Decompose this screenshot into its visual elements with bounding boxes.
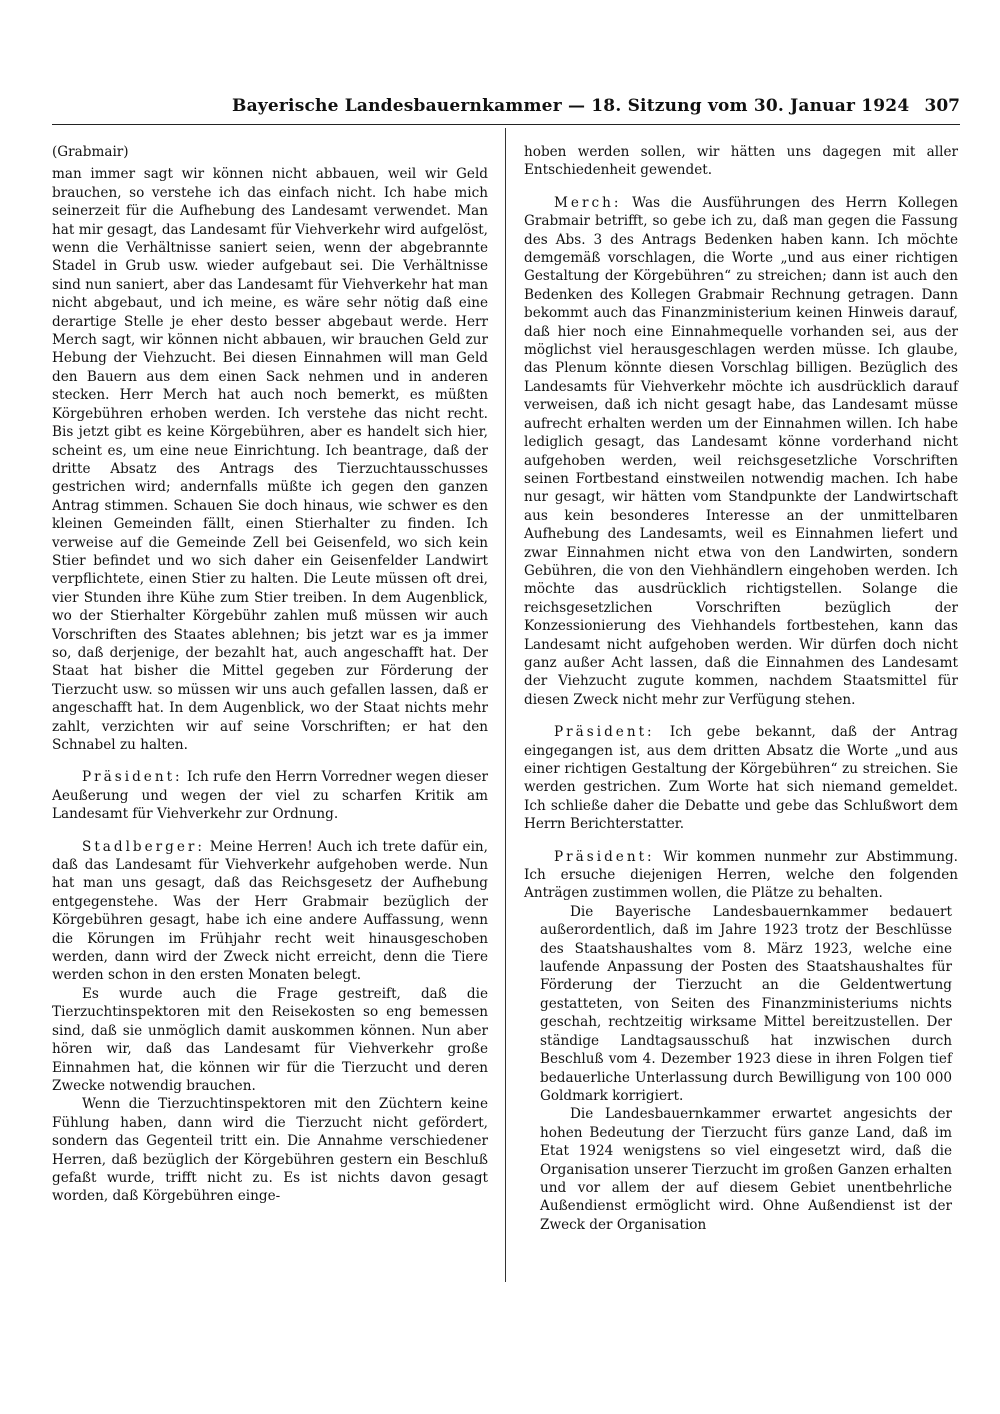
resolution-paragraph: Die Bayerische Landesbauernkammer bedauert außerordentlich, daß im Jahre 1923 trotz der Beschlüsse des Staatshaushaltes vom 8. März 1923, welche eine laufende Anpassung der Posten des Staatshaushaltes für Förderung der Tierzucht an die Geldentwertung gestatteten, von Seiten des Finanzministeriums nichts geschah, rechtzeitig wirksame Mittel bereitzustellen. Der ständige Landtagsausschuß hat inzwischen durch Beschluß vom 4. Dezember 1923 diese in ihren Folgen tief bedauerliche Unterlassung durch Bewilligung von 100 000 Goldmark korrigiert.: [540, 903, 952, 1104]
running-title: Bayerische Landesbauernkammer — 18. Sitzung vom 30. Januar 1924: [232, 96, 910, 116]
resolution-paragraph: Die Landesbauernkammer erwartet angesichts der hohen Bedeutung der Tierzucht fürs ganze Land, daß im Etat 1924 wenigstens so viel eingesetzt wird, daß die Organisation unserer Tierzucht im großen Ganzen erhalten und vor allem der auf diesem Gebiet unentbehrliche Außendienst ermöglicht wird. Ohne Außendienst ist der Zweck der Organisation: [540, 1106, 952, 1233]
header-rule: [52, 124, 960, 125]
resolution-text: [524, 903, 958, 1234]
paragraph-text: Was die Ausführungen des Herrn Kollegen Grabmair betrifft, so gebe ich zu, daß man gegen die Fassung des Abs. 3 des Antrags Bedenken haben kann. Ich möchte demgemäß vorschlagen, die Worte „und aus einer richtigen Gestaltung der Körgebühren“ zu streichen; dann ist auch den Bedenken des Kollegen Grabmair Rechnung getragen. Dann bekommt auch das Finanzministerium keinen Hinweis darauf, daß hier noch eine Einnahmequelle vorhanden sei, aus der möglichst viel herausgeschlagen werden müsse. Ich glaube, das Plenum könnte diesen Vorschlag billigen. Bezüglich des Landesamts für Viehverkehr möchte ich ausdrücklich darauf verweisen, daß ich nicht gesagt habe, das Landesamt müsse aufrecht erhalten werden um der Einnahmen willen. Ich habe lediglich gesagt, das Landesamt könne vorderhand nicht aufgehoben werden, weil reichsgesetzliche Vorschriften seinen Fortbestand einstweilen notwendig machen. Ich habe nur gesagt, wir hätten vom Standpunkte der Landwirtschaft aus kein besonderes Interesse an der unmittelbaren Aufhebung des Landesamts, weil es Einnahmen liefert und zwar Einnahmen nicht etwa von den Landwirten, sondern Gebühren, die von den Viehhändlern eingehoben werden. Ich möchte das ausdrücklich richtigstellen. Solange die reichsgesetzlichen Vorschriften bezüglich der Konzessionierung des Viehhandels fortbestehen, kann das Landesamt nicht aufgehoben werden. Wir dürfen doch nicht ganz außer Acht lassen, daß die Einnahmen des Landesamt der Viehzucht zugute kommen, nachdem Staatsmittel für diesen Zweck nicht mehr zur Verfügung stehen.: [524, 194, 959, 708]
speaker-label: Präsident:: [554, 848, 655, 865]
right-column: [524, 143, 958, 1234]
paragraph-text: Wir kommen nunmehr zur Abstimmung. Ich ersuche diejenigen Herren, welche den folgenden Anträgen zustimmen wollen, die Plätze zu behalten.: [524, 848, 958, 902]
paragraph: [52, 838, 488, 985]
paragraph-text: Ich gebe bekannt, daß der Antrag eingegangen ist, aus dem dritten Absatz die Worte „und aus einer richtigen Gestaltung der Körgebühren“ zu streichen. Sie werden gestrichen. Zum Worte hat sich niemand gemeldet. Ich schließe daher die Debatte und gebe das Schlußwort dem Herrn Berichterstatter.: [524, 724, 958, 833]
speaker-label: Stadlberger:: [82, 838, 205, 855]
page-number: 307: [924, 96, 960, 116]
paragraph: Wenn die Tierzuchtinspektoren mit den Züchtern keine Fühlung haben, dann wird die Tierzucht nicht gefördert, sondern das Gegenteil tritt ein. Die Annahme verschiedener Herren, daß bezüglich der Körgebühren gestern ein Beschluß gefaßt wurde, trifft nicht zu. Es ist nichts davon gesagt worden, daß Körgebühren einge-: [52, 1096, 488, 1205]
paragraph: man immer sagt wir können nicht abbauen, weil wir Geld brauchen, so verstehe ich das einfach nicht. Ich habe mich seinerzeit für die Aufhebung des Landesamt verwendet. Man hat mir gesagt, das Landesamt für Viehverkehr wird aufgelöst, wenn die Verhältnisse saniert seien, wenn der abgebrannte Stadel in Grub usw. wieder aufgebaut sei. Die Verhältnisse sind nun saniert, aber das Landesamt für Viehverkehr hat man nicht abgebaut, und ich meine, es wäre sehr nötig daß eine derartige Stelle je eher desto besser abgebaut werde. Herr Merch sagt, wir können nicht abbauen, wir brauchen Geld zur Hebung der Viehzucht. Bei diesen Einnahmen will man Geld den Bauern aus dem einen Sack nehmen und in anderen stecken. Herr Merch hat auch noch bemerkt, es müßten Körgebühren erhoben werden. Ich verstehe das nicht recht. Bis jetzt gibt es keine Körgebühren, aber es handelt sich hier, scheint es, um eine neue Einrichtung. Ich beantrage, daß der dritte Absatz des Antrags des Tierzuchtausschusses gestrichen wird; andernfalls müßte ich gegen den ganzen Antrag stimmen. Schauen Sie doch hinaus, wie schwer es den kleinen Gemeinden fällt, einen Stierhalter zu finden. Ich verweise auf die Gemeinde Zell bei Geisenfeld, wo sich kein Stier befindet und wo sich daher ein Geisenfelder Landwirt verpflichtete, einen Stier zu halten. Die Leute müssen oft drei, vier Stunden ihre Kühe zum Stier treiben. In dem Augenblick, wo der Stierhalter Körgebühr zahlen muß müssen wir auch Vorschriften des Staates ablehnen; bis jetzt war es ja immer so, daß derjenige, der bezahlt hat, auch angeschafft hat. Der Staat hat bisher die Mittel gegeben zur Förderung der Tierzucht usw. so müssen wir uns auch gefallen lassen, daß er angeschafft hat. In dem Augenblick, wo der Staat nichts mehr zahlt, verzichten wir auf seine Vorschriften; er hat den Schnabel zu halten.: [52, 166, 488, 753]
speaker-label: Präsident:: [82, 769, 183, 786]
paragraph: [524, 723, 958, 833]
paragraph: [524, 848, 958, 903]
paragraph: [524, 194, 958, 709]
column-divider: [505, 128, 506, 1282]
paragraph: [52, 768, 488, 823]
paragraph-text: Meine Herren! Auch ich trete dafür ein, daß das Landesamt für Viehverkehr aufgehoben werde. Nun hat man uns gesagt, daß das Reichsgesetz der Aufhebung entgegenstehe. Was der Herr Grabmair bezüglich der Körgebühren gesagt, habe ich eine andere Auffassung, wenn die Körungen im Frühjahr recht weit hinausgeschoben werden, dann wird der Zweck nicht erreicht, denn die Tiere werden schon in den ersten Monaten belegt.: [52, 838, 488, 984]
left-column: [52, 143, 488, 1206]
paragraph: Es wurde auch die Frage gestreift, daß die Tierzuchtinspektoren mit den Reisekosten so eng bemessen sind, daß sie unmöglich damit auskommen können. Nun aber hören wir, daß das Landesamt für Viehverkehr große Einnahmen hat, die können wir für die Tierzucht und deren Zwecke notwendig brauchen.: [52, 985, 488, 1094]
page-header: [52, 96, 960, 120]
speaker-label: Präsident:: [554, 724, 655, 741]
speaker-note: (Grabmair): [52, 144, 129, 160]
speaker-label: Merch:: [554, 194, 622, 211]
paragraph: hoben werden sollen, wir hätten uns dagegen mit aller Entschiedenheit gewendet.: [524, 144, 958, 179]
paragraph-text: Ich rufe den Herrn Vorredner wegen dieser Aeußerung und wegen der viel zu scharfen Kritik am Landesamt für Viehverkehr zur Ordnung.: [52, 769, 488, 823]
